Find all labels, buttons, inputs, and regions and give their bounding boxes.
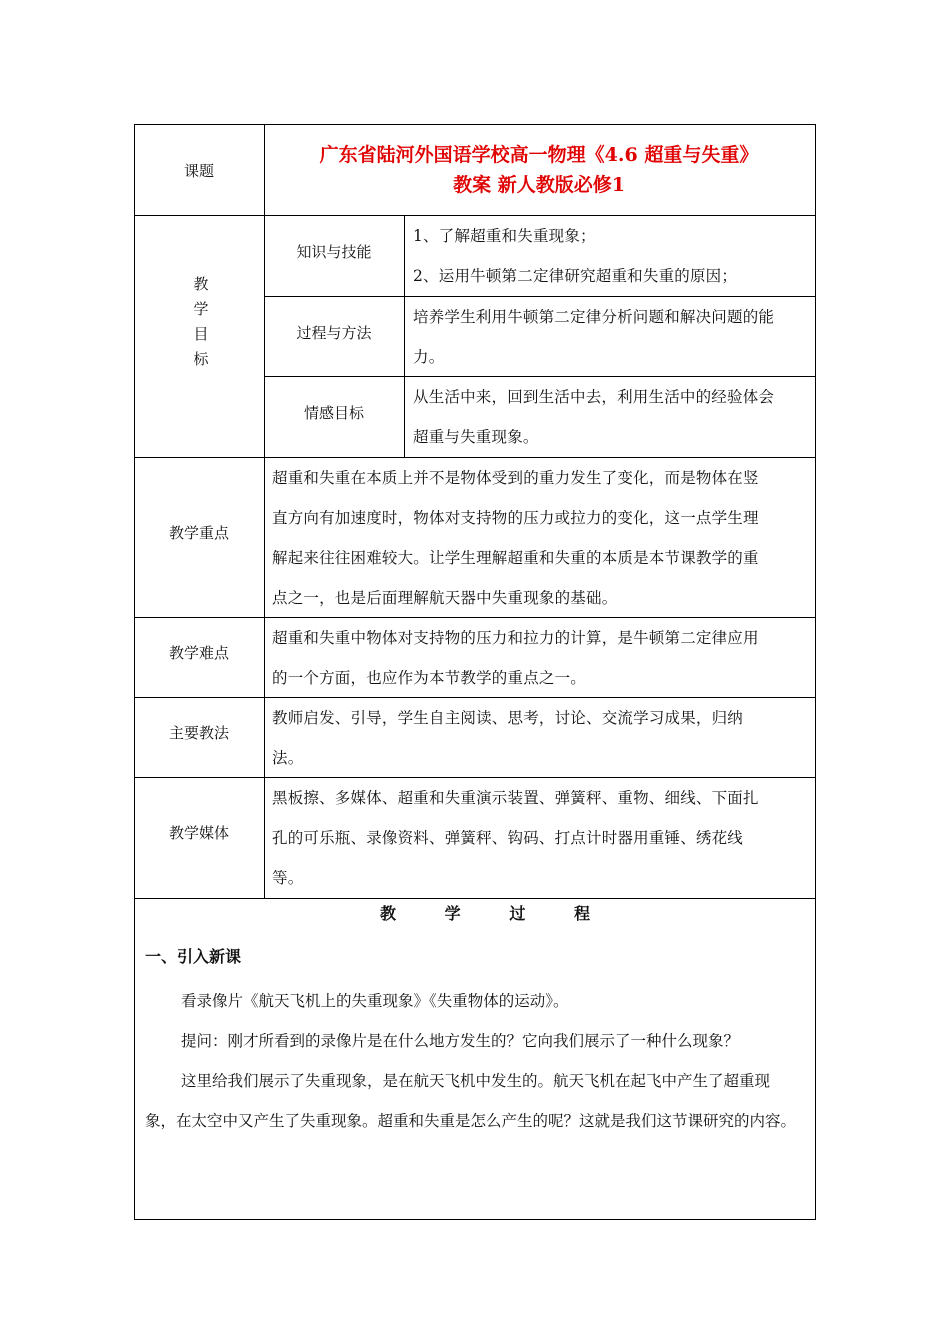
- text-line: 等。: [272, 869, 304, 887]
- objective-label-emotion: 情感目标: [303, 404, 364, 422]
- objectives-vertical-label: [186, 272, 216, 372]
- text-line: 法。: [272, 749, 304, 767]
- col-divider-objectives: [404, 215, 405, 457]
- objective-text-emotion: [413, 377, 813, 457]
- media-text: [272, 778, 812, 898]
- lesson-title: [266, 140, 812, 200]
- heading-char: 过: [509, 904, 526, 923]
- text-line: 教师启发、引导，学生自主阅读、思考，讨论、交流学习成果，归纳: [272, 709, 744, 727]
- key-point-label: 教学重点: [168, 524, 229, 542]
- lesson-title-line1: 广东省陆河外国语学校高一物理《4.6 超重与失重》: [319, 144, 759, 166]
- table-border-right: [815, 124, 816, 1220]
- key-point-text: [272, 458, 812, 618]
- vertical-char: 标: [193, 350, 209, 368]
- heading-char: 程: [573, 904, 590, 923]
- text-line: 点之一，也是后面理解航天器中失重现象的基础。: [272, 589, 618, 607]
- text-line: 的一个方面，也应作为本节教学的重点之一。: [272, 669, 587, 687]
- media-label: 教学媒体: [168, 824, 229, 842]
- difficulty-label: 教学难点: [168, 644, 229, 662]
- objective-text-process: [413, 297, 813, 377]
- text-line: 超重和失重在本质上并不是物体受到的重力发生了变化，而是物体在竖: [272, 469, 759, 487]
- text-line: 1、了解超重和失重现象；: [413, 227, 596, 245]
- topic-label: 课题: [183, 162, 214, 180]
- paragraph-2: 提问：刚才所看到的录像片是在什么地方发生的？它向我们展示了一种什么现象？: [181, 1032, 740, 1050]
- vertical-char: 目: [193, 325, 209, 343]
- text-line: 孔的可乐瓶、录像资料、弹簧秤、钩码、打点计时器用重锤、绣花线: [272, 829, 744, 847]
- text-line: 培养学生利用牛顿第二定律分析问题和解决问题的能: [413, 308, 775, 326]
- paragraph-1: 看录像片《航天飞机上的失重现象》《失重物体的运动》。: [181, 992, 569, 1010]
- heading-char: 教: [380, 904, 397, 923]
- vertical-char: 教: [193, 275, 209, 293]
- table-border-top: [134, 124, 816, 125]
- text-line: 2、运用牛顿第二定律研究超重和失重的原因；: [413, 267, 738, 285]
- text-line: 力。: [413, 348, 445, 366]
- vertical-char: 学: [193, 300, 209, 318]
- text-line: 解起来往往困难较大。让学生理解超重和失重的本质是本节课教学的重: [272, 549, 759, 567]
- objective-text-knowledge: [413, 216, 813, 296]
- text-line: 超重和失重中物体对支持物的压力和拉力的计算，是牛顿第二定律应用: [272, 629, 759, 647]
- text-line: 直方向有加速度时，物体对支持物的压力或拉力的变化，这一点学生理: [272, 509, 759, 527]
- table-border-bottom: [134, 1219, 816, 1220]
- table-border-left: [134, 124, 135, 1220]
- row-line-6: [134, 898, 816, 899]
- text-line: 超重与失重现象。: [413, 428, 539, 446]
- heading-char: 学: [444, 904, 461, 923]
- objective-label-process: 过程与方法: [296, 324, 372, 342]
- process-heading: [380, 901, 590, 924]
- difficulty-text: [272, 618, 812, 698]
- text-line: 黑板擦、多媒体、超重和失重演示装置、弹簧秤、重物、细线、下面扎: [272, 789, 759, 807]
- method-label: 主要教法: [168, 724, 229, 742]
- section-1-title: 一、引入新课: [145, 947, 242, 966]
- lesson-title-line2: 教案 新人教版必修1: [453, 174, 625, 196]
- objective-label-knowledge: 知识与技能: [296, 243, 372, 261]
- text-line: 从生活中来，回到生活中去，利用生活中的经验体会: [413, 388, 775, 406]
- paragraph-3: 这里给我们展示了失重现象，是在航天飞机中发生的。航天飞机在起飞中产生了超重现象，在太空中又产生了失重现象。超重和失重是怎么产生的呢？这就是我们这节课研究的内容。: [145, 1072, 797, 1130]
- method-text: [272, 698, 812, 778]
